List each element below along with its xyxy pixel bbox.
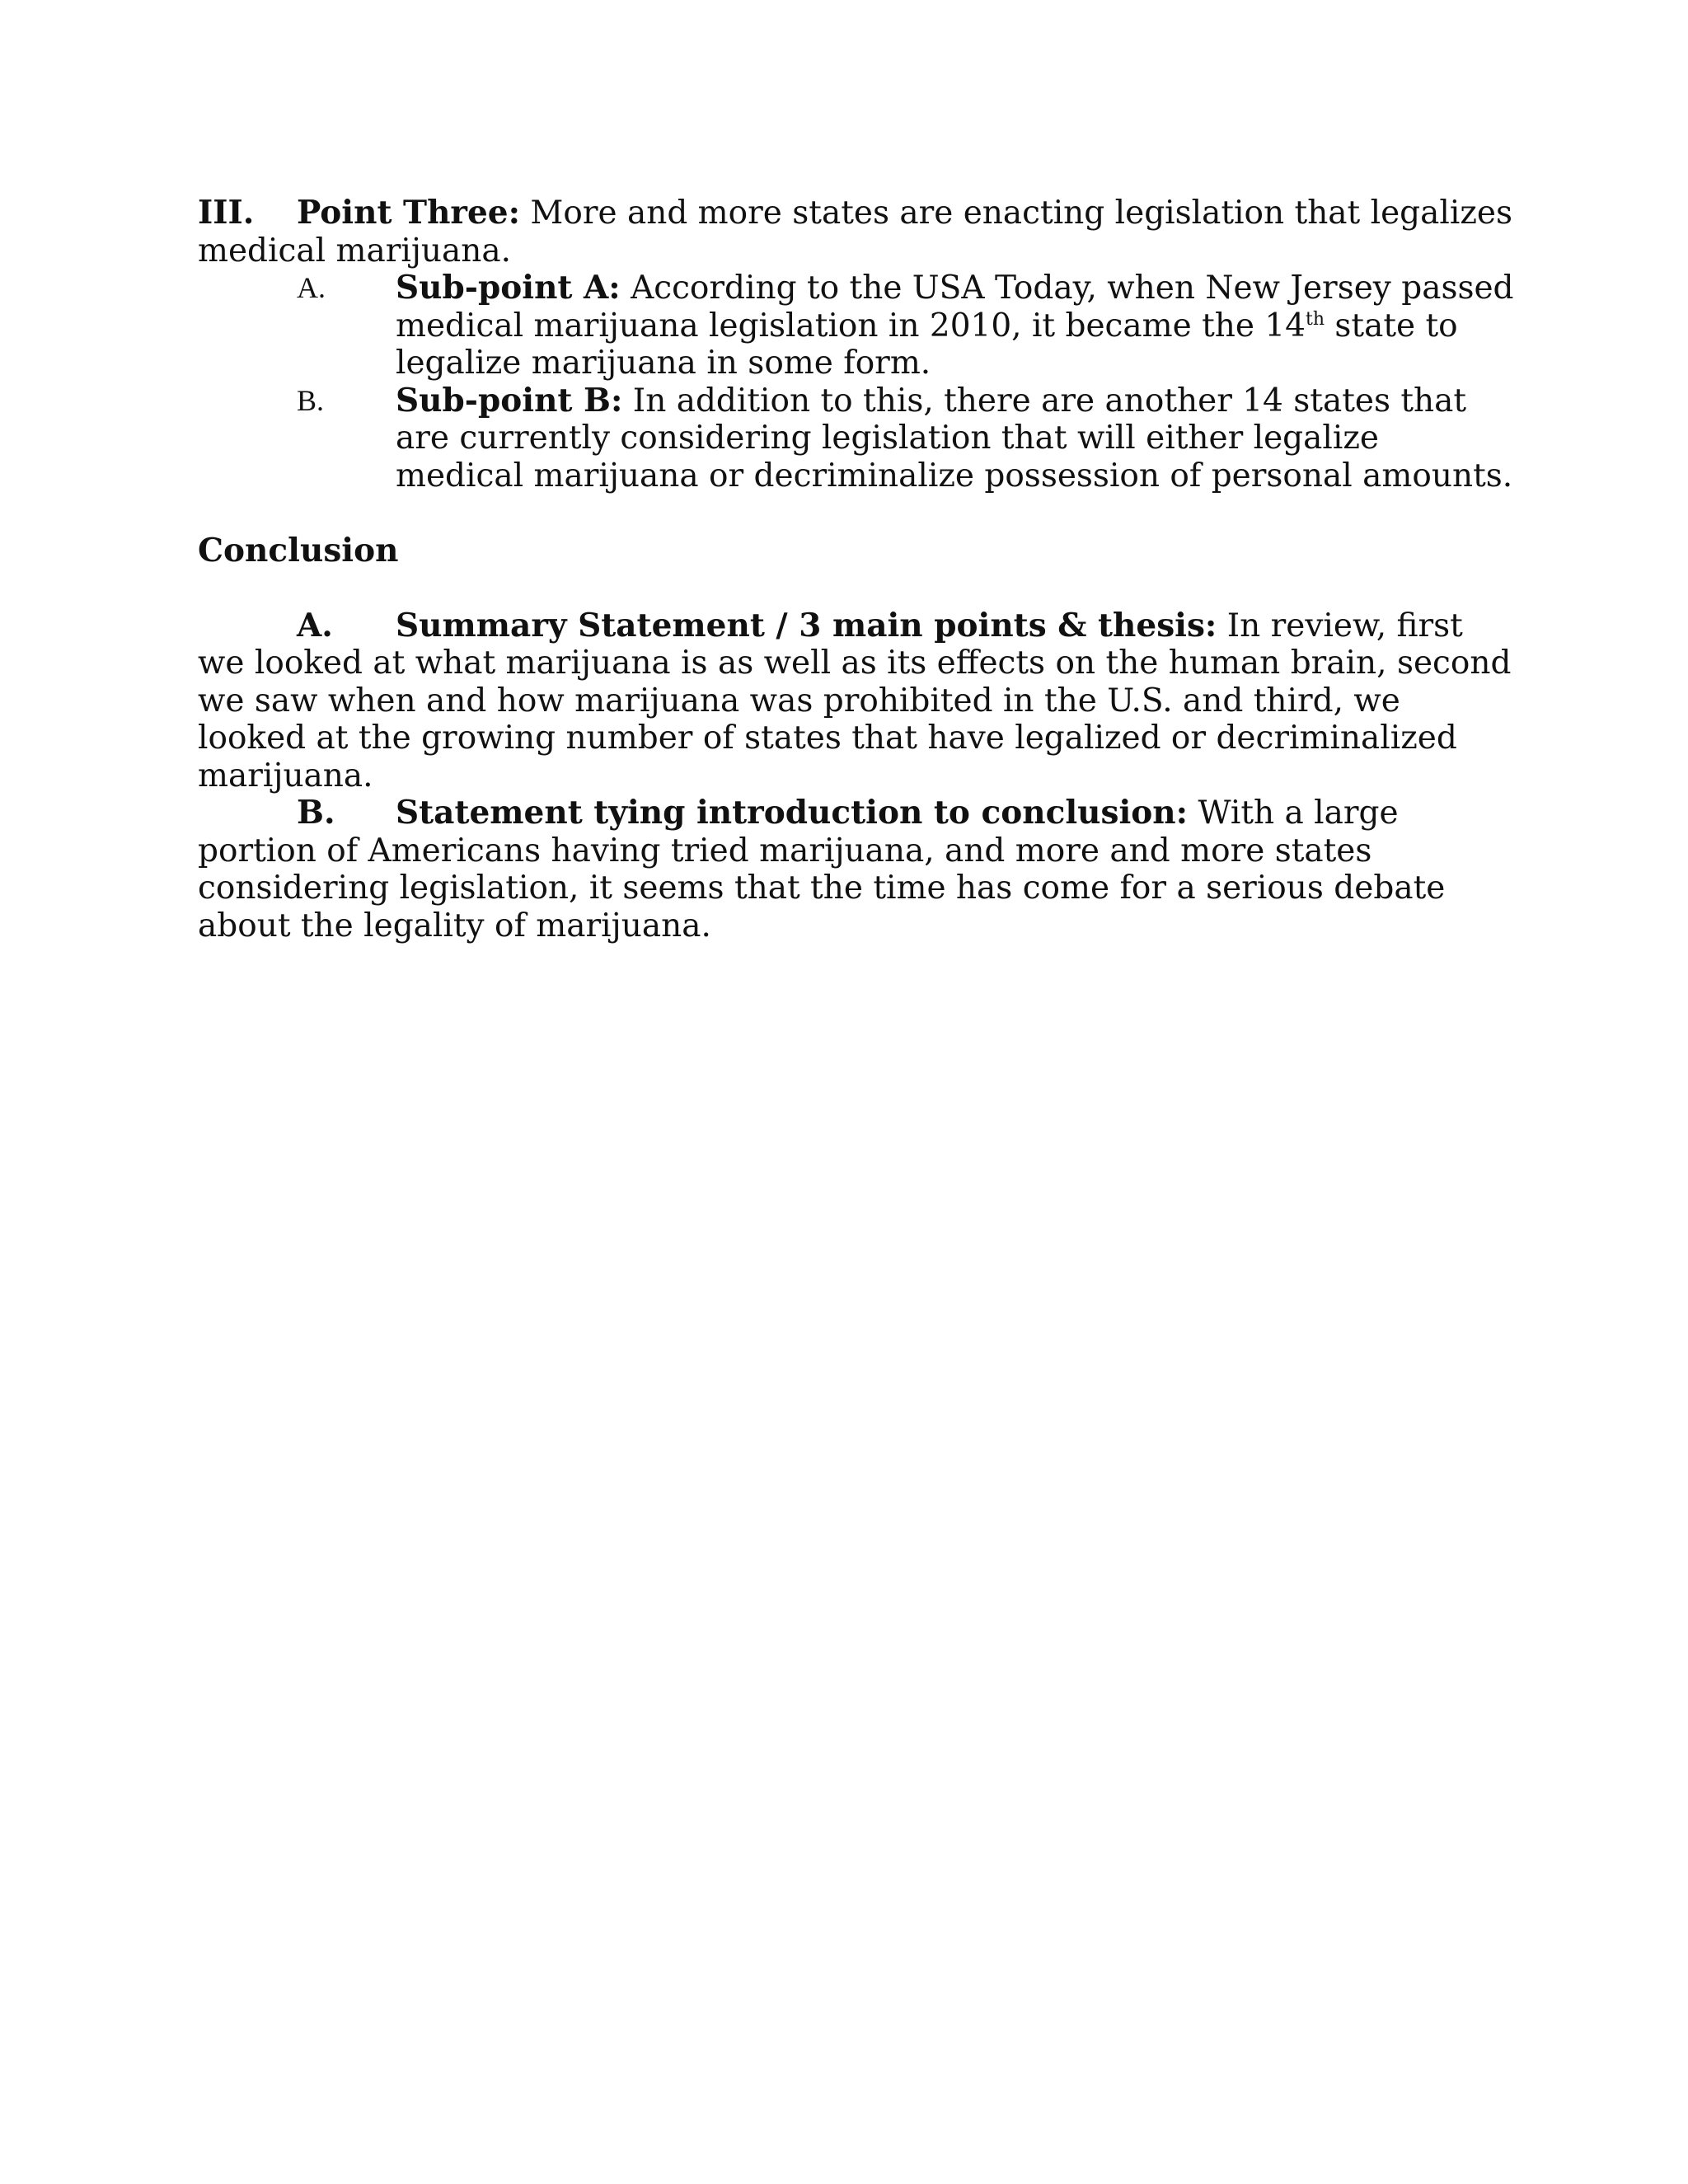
conclusion-list (198, 607, 1517, 945)
sub-point-label: Sub-point B: (396, 381, 623, 419)
point-three-paragraph (198, 194, 1517, 269)
point-number: III. (198, 194, 255, 232)
conclusion-heading: Conclusion (198, 532, 399, 569)
sub-point-a (198, 269, 1517, 382)
point-text: More and more states are enacting legislation that legalizes medical marijuana. (198, 194, 1512, 269)
conclusion-item-a (198, 607, 1517, 795)
conclusion-text: With a large portion of Americans having tried marijuana, and more and more states considering legislation, it seems that the time has come for a serious debate about the legality of marijuana. (198, 794, 1446, 944)
conclusion-letter: A. (297, 606, 333, 644)
conclusion-label: Statement tying introduction to conclusion: (396, 794, 1189, 832)
conclusion-text: In review, first we looked at what marijuana is as well as its effects on the human brain, second we saw when and how marijuana was prohibited in the U.S. and third, we looked at the growing number of states that have legalized or decriminalized marijuana. (198, 607, 1512, 794)
conclusion-letter: B. (297, 794, 335, 832)
sub-point-letter: B. (297, 383, 325, 417)
sub-point-b (198, 382, 1517, 495)
document-page (198, 194, 1517, 944)
point-label: Point Three: (297, 194, 521, 232)
sub-point-label: Sub-point A: (396, 269, 621, 307)
sub-point-text: According to the USA Today, when New Jersey passed medical marijuana legislation in 2010, it became the 14 (396, 269, 1514, 344)
sub-point-text: In addition to this, there are another 14 states that are currently considering legislation that will either legalize medical marijuana or decriminalize possession of personal amounts. (396, 382, 1513, 494)
ordinal-superscript: th (1305, 308, 1325, 330)
conclusion-label: Summary Statement / 3 main points & thesis: (396, 606, 1217, 644)
conclusion-item-b (198, 794, 1517, 944)
sub-point-text-continued: state to legalize marijuana in some form. (396, 307, 1458, 382)
sub-point-letter: A. (297, 271, 326, 304)
